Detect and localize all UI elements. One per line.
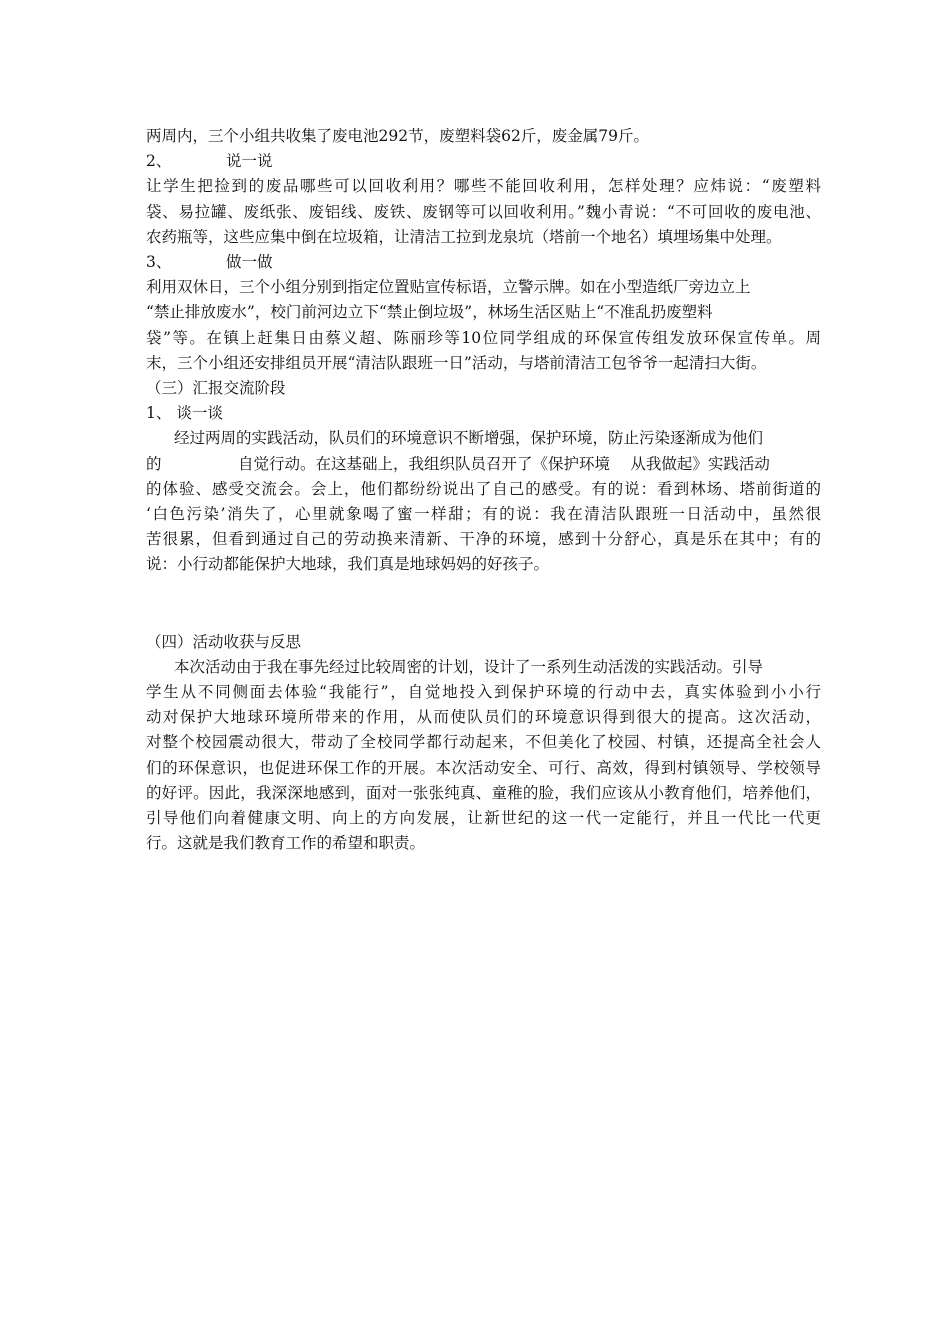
list-title: 说一说 — [226, 152, 273, 171]
list-title: 谈一谈 — [176, 404, 223, 423]
text-line: 利用双休日，三个小组分别到指定位置贴宣传标语，立警示牌。如在小型造纸厂旁边立上 — [146, 278, 751, 297]
text-line: “禁止排放废水”，校门前河边立下“禁止倒垃圾”，林场生活区贴上“不准乱扔废塑料 — [146, 303, 713, 322]
section-heading: （四）活动收获与反思 — [146, 632, 302, 651]
text-line: 学生从不同侧面去体验“我能行”，自觉地投入到保护环境的行动中去，真实体验到小小行 — [146, 683, 821, 702]
text-line: 行。这就是我们教育工作的希望和职责。 — [146, 834, 426, 853]
text-line: ‘白色污染’消失了，心里就象喝了蜜一样甜；有的说：我在清洁队跟班一日活动中，虽然很 — [146, 505, 821, 524]
text-line: 农药瓶等，这些应集中倒在垃圾箱，让清洁工拉到龙泉坑（塔前一个地名）填埋场集中处理。 — [146, 227, 782, 246]
text-fragment: 的 — [146, 454, 162, 473]
text-line: 说：小行动都能保护大地球，我们真是地球妈妈的好孩子。 — [146, 555, 550, 574]
text-line: 苦很累，但看到通过自己的劳动换来清新、干净的环境，感到十分舒心，真是乐在其中；有的 — [146, 530, 821, 549]
list-title: 做一做 — [226, 253, 273, 272]
text-line: 的好评。因此，我深深地感到，面对一张张纯真、童稚的脸，我们应该从小教育他们，培养他们， — [146, 783, 821, 802]
text-line: 让学生把捡到的废品哪些可以回收利用？哪些不能回收利用，怎样处理？应炜说：“废塑料 — [146, 177, 821, 196]
text-line: 们的环保意识，也促进环保工作的开展。本次活动安全、可行、高效，得到村镇领导、学校领导 — [146, 758, 821, 777]
list-item-2 — [146, 149, 821, 174]
text-line — [146, 452, 821, 477]
list-item-3 — [146, 250, 821, 275]
spacer — [146, 578, 821, 630]
text-fragment: 自觉行动。在这基础上，我组织队员召开了《保护环境 从我做起》实践活动 — [238, 454, 770, 473]
list-number: 2、 — [146, 152, 172, 171]
list-number: 1、 — [146, 404, 172, 423]
text-line: 袋、易拉罐、废纸张、废铝线、废铁、废钢等可以回收利用。”魏小青说：“不可回收的废电池、 — [146, 202, 821, 221]
paragraph-first-line: 经过两周的实践活动，队员们的环境意识不断增强，保护环境，防止污染逐渐成为他们 — [174, 429, 764, 448]
paragraph-first-line: 本次活动由于我在事先经过比较周密的计划，设计了一系列生动活泼的实践活动。引导 — [174, 657, 764, 676]
document-body — [146, 124, 821, 856]
text-line: 对整个校园震动很大，带动了全校同学都行动起来，不但美化了校园、村镇，还提高全社会人 — [146, 733, 821, 752]
list-item-1 — [146, 401, 821, 426]
text-line: 引导他们向着健康文明、向上的方向发展，让新世纪的这一代一定能行，并且一代比一代更 — [146, 809, 821, 828]
text-line: 袋”等。在镇上赶集日由蔡义超、陈丽珍等10位同学组成的环保宣传组发放环保宣传单。周 — [146, 328, 821, 347]
text-line: 末，三个小组还安排组员开展“清洁队跟班一日”活动，与塔前清洁工包爷爷一起清扫大街。 — [146, 353, 767, 372]
text-line: 的体验、感受交流会。会上，他们都纷纷说出了自己的感受。有的说：看到林场、塔前街道的 — [146, 479, 821, 498]
list-number: 3、 — [146, 253, 172, 272]
text-line: 两周内，三个小组共收集了废电池292节，废塑料袋62斤，废金属79斤。 — [146, 127, 650, 145]
text-line: 动对保护大地球环境所带来的作用，从而使队员们的环境意识得到很大的提高。这次活动， — [146, 708, 821, 727]
section-heading: （三）汇报交流阶段 — [146, 379, 286, 398]
